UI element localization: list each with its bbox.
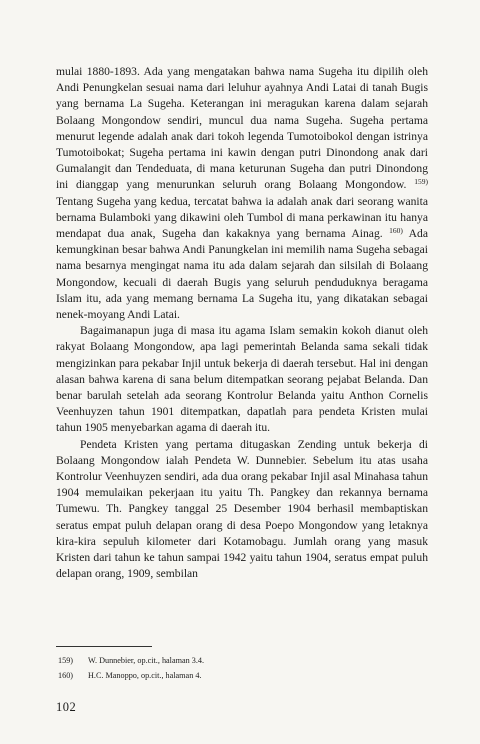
footnote-divider <box>56 646 152 647</box>
footnote-number: 159) <box>58 656 74 665</box>
paragraph-text: mulai 1880-1893. Ada yang mengatakan bahwa nama Sugeha itu dipilih oleh Andi Penungkelan sesuai nama dari leluhur ayahnya Andi Latai di tanah Bugis yang bernama La Sugeha. Keterangan ini meragukan karena dalam sejarah Bolaang Mongondow sendiri, muncul dua nama Sugeha. Sugeha pertama menurut legende adalah anak dari tokoh legenda Tumotoibokol dengan istrinya Tumotoibokat; Sugeha pertama ini kawin dengan putri Dinondong anak dari Gumalangit dan Tendeduata, di mana keturunan Sugeha dan putri Dinondong ini dianggap yang menurunkan seluruh orang Bolaang Mongondow. <box>56 65 428 192</box>
footnote-ref-159: 159) <box>414 177 428 187</box>
footnote-text: W. Dunnebier, op.cit., halaman 3.4. <box>88 656 205 665</box>
paragraph-text: Ada kemungkinan besar bahwa Andi Panungkelan ini memilih nama Sugeha sebagai nama besarnya mengingat nama itu ada dalam sejarah dan silsilah di Bolaang Mongondow, kecuali di daerah Bugis yang seluruh penduduknya beragama Islam itu, ada yang memang bernama La Sugeha itu, yang dikatakan sebagai nenek-moyang Andi Latai. <box>56 227 428 322</box>
footnote-number: 160) <box>58 670 74 680</box>
page-number: 102 <box>56 700 77 714</box>
footnote-160 <box>58 669 428 684</box>
body-text <box>56 64 428 583</box>
footnote-159 <box>58 654 428 669</box>
footnote-ref-160: 160) <box>389 226 403 236</box>
paragraph-3: Pendeta Kristen yang pertama ditugaskan Zending untuk bekerja di Bolaang Mongondow ialah Pendeta W. Dunnebier. Sebelum itu atas usaha Kontrolur Veenhuyzen sendiri, ada dua orang pekabar Injil asal Minahasa tahun 1904 memulaikan pekerjaan itu yaitu Th. Pangkey dan rekannya bernama Tumewu. Th. Pangkey tanggal 25 Desember 1904 berhasil membaptiskan seratus empat puluh delapan orang di desa Poepo Mongondow yang letaknya kira-kira sepuluh kilometer dari Kotamobagu. Jumlah orang yang masuk Kristen dari tahun ke tahun sampai 1942 yaitu tahun 1904, seratus empat puluh delapan orang, 1909, sembilan <box>56 437 428 581</box>
paragraph-1 <box>56 64 428 323</box>
footnotes <box>58 654 428 683</box>
paragraph-2: Bagaimanapun juga di masa itu agama Islam semakin kokoh dianut oleh rakyat Bolaang Mongondow, apa lagi pemerintah Belanda sama sekali tidak mengizinkan para pekabar Injil untuk bekerja di daerah tersebut. Hal ini dengan alasan bahwa karena di sana belum ditempatkan seorang pejabat Belanda. Dan benar barulah setelah ada seorang Kontrolur Belanda yaitu Anthon Cornelis Veenhuyzen tahun 1901 ditempatkan, dapatlah para pendeta Kristen mulai tahun 1905 menyebarkan agama di daerah itu. <box>56 324 428 435</box>
footnote-text: H.C. Manoppo, op.cit., halaman 4. <box>88 670 202 680</box>
paragraph-text: Tentang Sugeha yang kedua, tercatat bahwa ia adalah anak dari seorang wanita bernama Bulamboki yang dikawini oleh Tumbol di mana perkawinan itu hanya mendapat dua anak, Sugeha dan kakaknya yang bernama Ainag. <box>56 194 428 241</box>
